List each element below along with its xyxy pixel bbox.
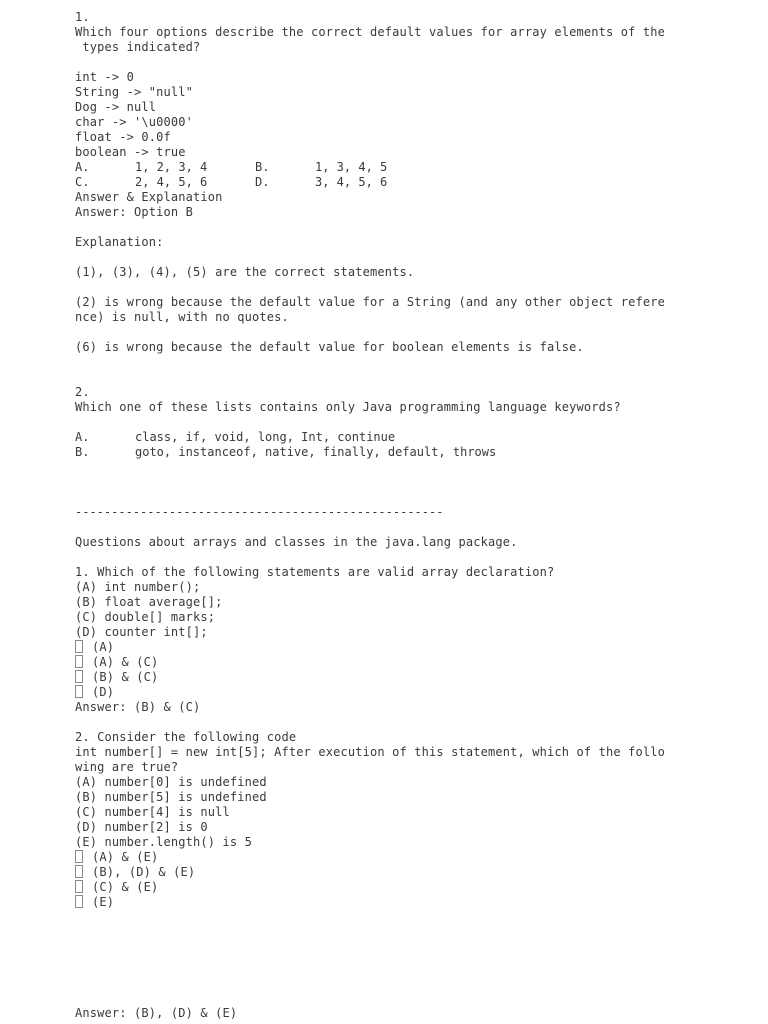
checkbox-icon[interactable] (75, 655, 83, 668)
choice-label: (B) & (C) (92, 670, 159, 684)
explanation-text: (1), (3), (4), (5) are the correct statements. (75, 265, 415, 279)
s1-item: (D) counter int[]; (75, 625, 208, 639)
option-text: goto, instanceof, native, finally, default, throws (135, 445, 497, 459)
s2-answer: Answer: (B), (D) & (E) (75, 1006, 238, 1020)
q1-answer: Answer: Option B (75, 205, 193, 219)
explanation-text: (2) is wrong because the default value for a String (and any other object refere (75, 295, 665, 309)
option-text: 3, 4, 5, 6 (315, 175, 388, 189)
choice-label: (A) & (C) (92, 655, 159, 669)
s2-item: (B) number[5] is undefined (75, 790, 267, 804)
checkbox-icon[interactable] (75, 865, 83, 878)
option-letter: A. (75, 430, 90, 444)
q1-number: 1. (75, 10, 90, 24)
section-title: Questions about arrays and classes in the java.lang package. (75, 535, 518, 549)
option-letter: A. (75, 160, 90, 174)
s1-choice[interactable] (75, 640, 685, 655)
checkbox-icon[interactable] (75, 850, 83, 863)
s2-item: (A) number[0] is undefined (75, 775, 267, 789)
s2-choice[interactable] (75, 880, 685, 895)
checkbox-icon[interactable] (75, 670, 83, 683)
s1-item: (C) double[] marks; (75, 610, 216, 624)
q1-statement: boolean -> true (75, 145, 186, 159)
q2-number: 2. (75, 385, 90, 399)
checkbox-icon[interactable] (75, 895, 83, 908)
s1-answer: Answer: (B) & (C) (75, 700, 201, 714)
option-text: 2, 4, 5, 6 (135, 175, 208, 189)
q1-statement: String -> "null" (75, 85, 193, 99)
s2-code-line2: wing are true? (75, 760, 179, 774)
s1-choice[interactable] (75, 685, 685, 700)
q1-question-line1: Which four options describe the correct default values for array elements of the (75, 25, 665, 39)
q1-statement: float -> 0.0f (75, 130, 171, 144)
q1-options-row (75, 160, 685, 175)
explanation-label: Explanation: (75, 235, 164, 249)
explanation-text: nce) is null, with no quotes. (75, 310, 289, 324)
s1-question: 1. Which of the following statements are valid array declaration? (75, 565, 555, 579)
document-page (75, 10, 685, 910)
choice-label: (A) & (E) (92, 850, 159, 864)
q1-question-line2: types indicated? (75, 40, 201, 54)
checkbox-icon[interactable] (75, 685, 83, 698)
choice-label: (A) (92, 640, 115, 654)
s2-item: (E) number.length() is 5 (75, 835, 252, 849)
q1-statement: char -> '\u0000' (75, 115, 193, 129)
q1-options-row (75, 175, 685, 190)
s1-item: (A) int number(); (75, 580, 201, 594)
checkbox-icon[interactable] (75, 640, 83, 653)
separator-line: --------------------------------------------------- (75, 505, 444, 519)
s1-item: (B) float average[]; (75, 595, 223, 609)
s2-choice[interactable] (75, 895, 685, 910)
s1-choice[interactable] (75, 670, 685, 685)
s2-code-line1: int number[] = new int[5]; After execution of this statement, which of the follo (75, 745, 665, 759)
q2-option (75, 445, 685, 460)
option-letter: B. (75, 445, 90, 459)
choice-label: (B), (D) & (E) (92, 865, 196, 879)
choice-label: (C) & (E) (92, 880, 159, 894)
option-text: class, if, void, long, Int, continue (135, 430, 396, 444)
option-text: 1, 3, 4, 5 (315, 160, 388, 174)
q1-statement: Dog -> null (75, 100, 157, 114)
s2-choice[interactable] (75, 865, 685, 880)
s2-choice[interactable] (75, 850, 685, 865)
option-text: 1, 2, 3, 4 (135, 160, 208, 174)
choice-label: (E) (92, 895, 115, 909)
s2-item: (C) number[4] is null (75, 805, 230, 819)
s2-question: 2. Consider the following code (75, 730, 297, 744)
q1-statement: int -> 0 (75, 70, 134, 84)
explanation-text: (6) is wrong because the default value for boolean elements is false. (75, 340, 584, 354)
q2-option (75, 430, 685, 445)
s1-choice[interactable] (75, 655, 685, 670)
choice-label: (D) (92, 685, 115, 699)
option-letter: D. (255, 175, 270, 189)
option-letter: B. (255, 160, 270, 174)
s2-item: (D) number[2] is 0 (75, 820, 208, 834)
q2-question: Which one of these lists contains only Java programming language keywords? (75, 400, 621, 414)
answer-explanation-header: Answer & Explanation (75, 190, 223, 204)
option-letter: C. (75, 175, 90, 189)
checkbox-icon[interactable] (75, 880, 83, 893)
